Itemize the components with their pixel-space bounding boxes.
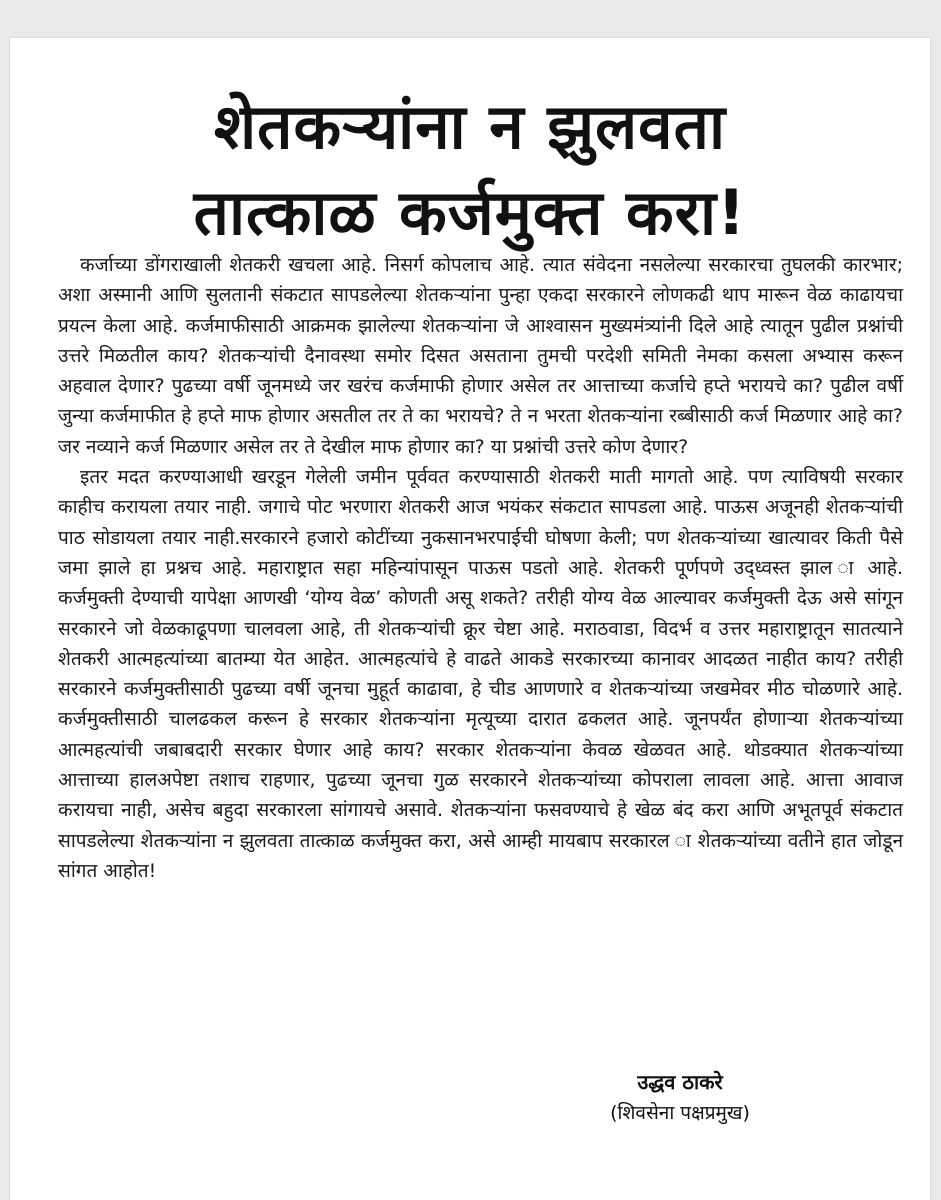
article-body [58, 250, 903, 886]
signatory-designation: (शिवसेना पक्षप्रमुख) [610, 1102, 750, 1124]
paragraph-1: कर्जाच्या डोंगराखाली शेतकरी खचला आहे. निसर्ग कोपलाच आहे. त्यात संवेदना नसलेल्या सरकारचा तुघलकी कारभार; अशा अस्मानी आणि सुलतानी संकटात सापडलेल्या शेतकऱ्यांना पुन्हा एकदा सरकारने लोणकढी थाप मारून वेळ काढायचा प्रयत्न केला आहे. कर्जमाफीसाठी आक्रमक झालेल्या शेतकऱ्यांना जे आश्वासन मुख्यमंत्र्यांनी दिले आहे त्यातून पुढील प्रश्नांची उत्तरे मिळतील काय? शेतकऱ्यांची दैनावस्था समोर दिसत असताना तुमची परदेशी समिती नेमका कसला अभ्यास करून अहवाल देणार? पुढच्या वर्षी जूनमध्ये जर खरंच कर्जमाफी होणार असेल तर आत्ताच्या कर्जाचे हप्ते भरायचे का? पुढील वर्षी जुन्या कर्जमाफीत हे हप्ते माफ होणार असतील तर ते का भरायचे? ते न भरता शेतकऱ्यांना रब्बीसाठी कर्ज मिळणार आहे का? जर नव्याने कर्ज मिळणार असेल तर ते देखील माफ होणार का? या प्रश्नांची उत्तरे कोण देणार? [58, 254, 903, 458]
document-page [10, 38, 930, 1200]
signatory-name: उद्धव ठाकरे [637, 1070, 723, 1094]
article-title [10, 84, 930, 256]
title-line-1: शेतकऱ्यांना न झुलवता [213, 90, 727, 163]
paragraph-2: इतर मदत करण्याआधी खरडून गेलेली जमीन पूर्ववत करण्यासाठी शेतकरी माती मागतो आहे. पण त्याविषयी सरकार काहीच करायला तयार नाही. जगाचे पोट भरणारा शेतकरी आज भयंकर संकटात सापडला आहे. पाऊस अजूनही शेतकऱ्यांची पाठ सोडायला तयार नाही.सरकारने हजारो कोटींच्या नुकसानभरपाईची घोषणा केली; पण शेतकऱ्यांच्या खात्यावर किती पैसे जमा झाले हा प्रश्नच आहे. महाराष्ट्रात सहा महिन्यांपासून पाऊस पडतो आहे. शेतकरी पूर्णपणे उद्ध्वस्त झाल ा आहे. कर्जमुक्ती देण्याची यापेक्षा आणखी ‘योग्य वेळ’ कोणती असू शकते? तरीही योग्य वेळ आल्यावर कर्जमुक्ती देऊ असे सांगून सरकारने जो वेळकाढूपणा चालवला आहे, ती शेतकऱ्यांची क्रूर चेष्टा आहे. मराठवाडा, विदर्भ व उत्तर महाराष्ट्रातून सातत्याने शेतकरी आत्महत्यांच्या बातम्या येत आहेत. आत्महत्यांचे हे वाढते आकडे सरकारच्या कानावर आदळत नाहीत काय? तरीही सरकारने कर्जमुक्तीसाठी पुढच्या वर्षी जूनचा मुहूर्त काढावा, हे चीड आणणारे व शेतकऱ्यांच्या जखमेवर मीठ चोळणारे आहे. कर्जमुक्तीसाठी चालढकल करून हे सरकार शेतकऱ्यांना मृत्यूच्या दारात ढकलत आहे. जूनपर्यंत होणाऱ्या शेतकऱ्यांच्या आत्महत्यांची जबाबदारी सरकार घेणार आहे काय? सरकार शेतकऱ्यांना केवळ खेळवत आहे. थोडक्यात शेतकऱ्यांच्या आत्ताच्या हालअपेष्टा तशाच राहणार, पुढच्या जूनचा गुळ सरकारने शेतकऱ्यांच्या कोपराला लावला आहे. आत्ता आवाज करायचा नाही, असेच बहुदा सरकारला सांगायचे असावे. शेतकऱ्यांना फसवण्याचे हे खेळ बंद करा आणि अभूतपूर्व संकटात सापडलेल्या शेतकऱ्यांना न झुलवता तात्काळ कर्जमुक्त करा, असे आम्ही मायबाप सरकारल ा शेतकऱ्यांच्या वतीने हात जोडून सांगत आहोत! [58, 466, 903, 882]
signature-block [570, 1066, 790, 1128]
title-line-2: तात्काळ कर्जमुक्त करा! [193, 176, 747, 249]
